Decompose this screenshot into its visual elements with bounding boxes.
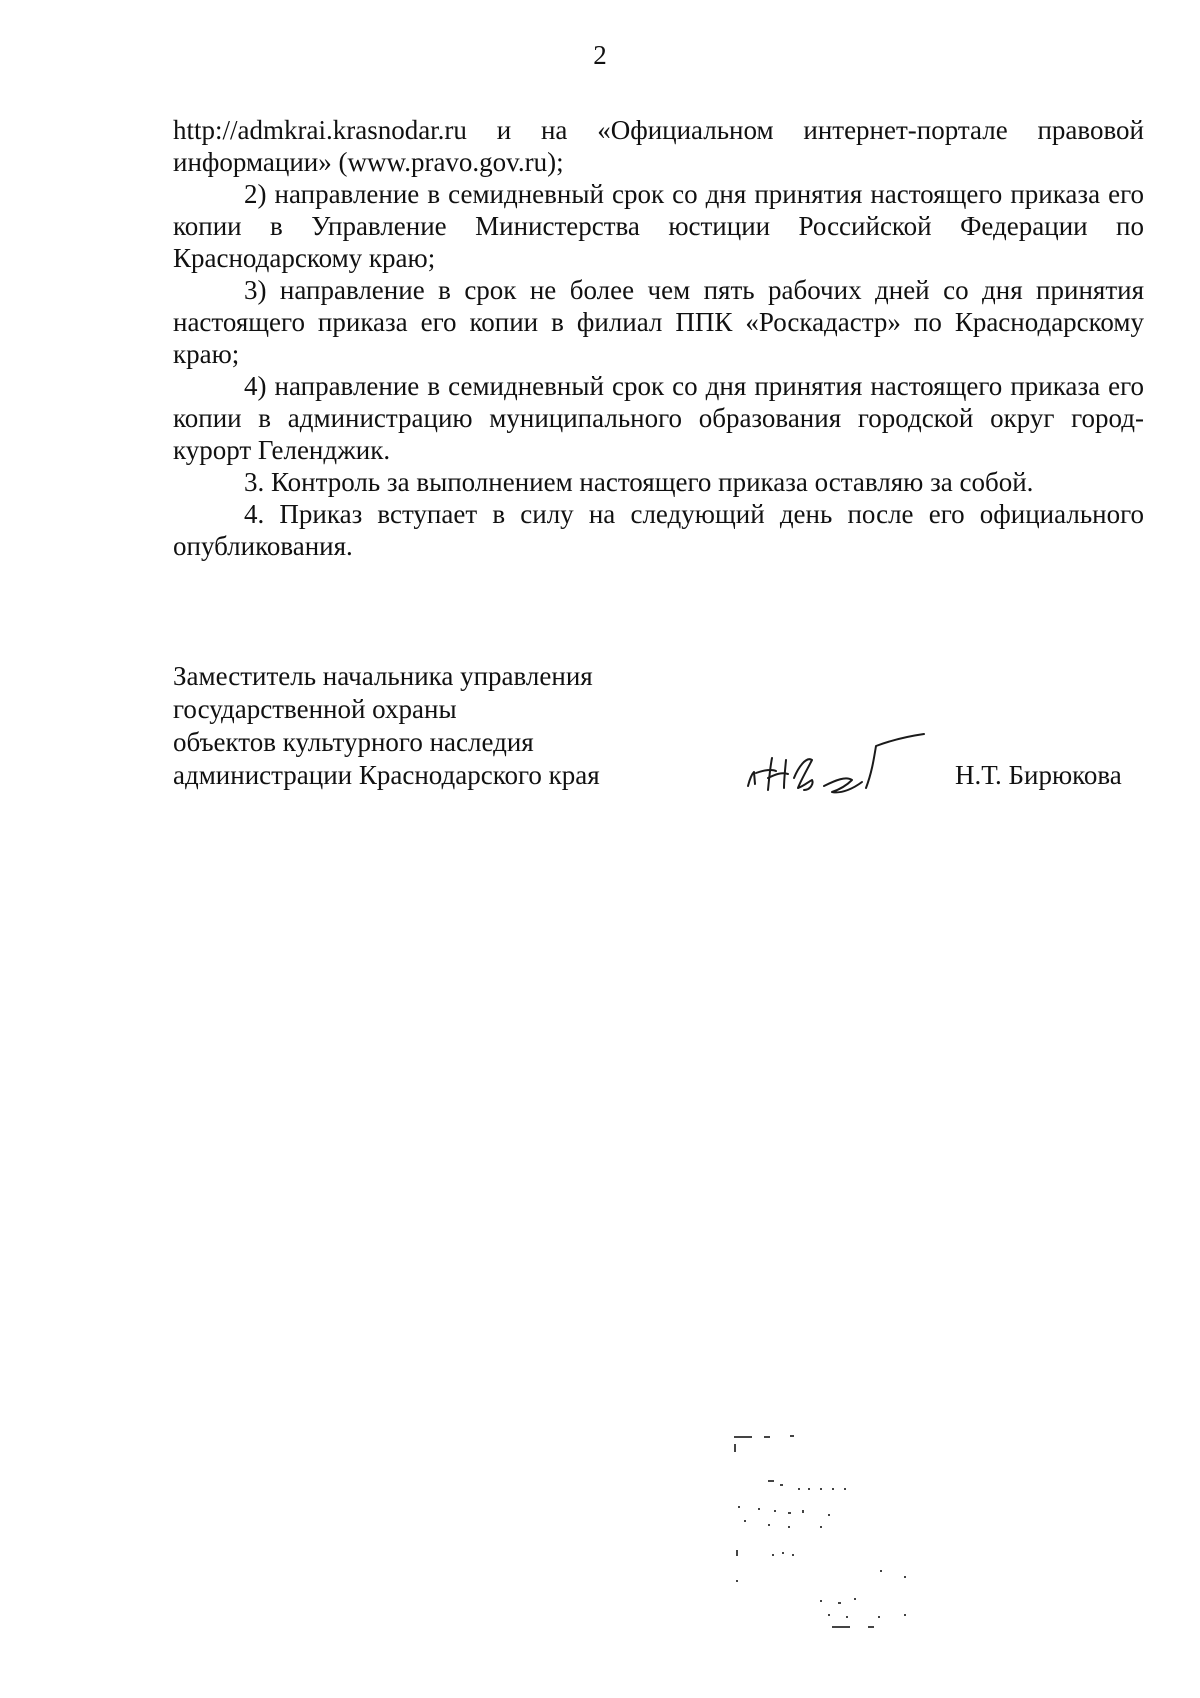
paragraph-5: 3. Контроль за выполнением настоящего приказа оставляю за собой. — [244, 467, 1034, 497]
paragraph-2: 2) направление в семидневный срок со дня принятия настоящего приказа его копии в Управление Министерства юстиции Российской Федерации по Краснодарскому краю; — [173, 179, 1144, 273]
handwritten-signature — [742, 728, 927, 796]
page-number: 2 — [593, 40, 607, 70]
paragraph-6: 4. Приказ вступает в силу на следующий день после его официального опубликования. — [173, 499, 1144, 561]
signer-position — [173, 660, 600, 792]
position-line-1: Заместитель начальника управления — [173, 661, 593, 691]
stamp-residue-marks — [728, 1430, 948, 1670]
position-line-2: государственной охраны — [173, 694, 457, 724]
paragraph-3: 3) направление в срок не более чем пять рабочих дней со дня принятия настоящего приказа его копии в филиал ППК «Роскадастр» по Краснодарскому краю; — [173, 275, 1144, 369]
document-body — [173, 114, 1144, 562]
paragraph-4: 4) направление в семидневный срок со дня принятия настоящего приказа его копии в администрацию муниципального образования городской округ город-курорт Геленджик. — [173, 371, 1144, 465]
position-line-4: администрации Краснодарского края — [173, 760, 600, 790]
signer-name: Н.Т. Бирюкова — [955, 760, 1122, 790]
position-line-3: объектов культурного наследия — [173, 727, 534, 757]
paragraph-1: http://admkrai.krasnodar.ru и на «Официальном интернет-портале правовой информации» (www.pravo.gov.ru); — [173, 115, 1144, 177]
